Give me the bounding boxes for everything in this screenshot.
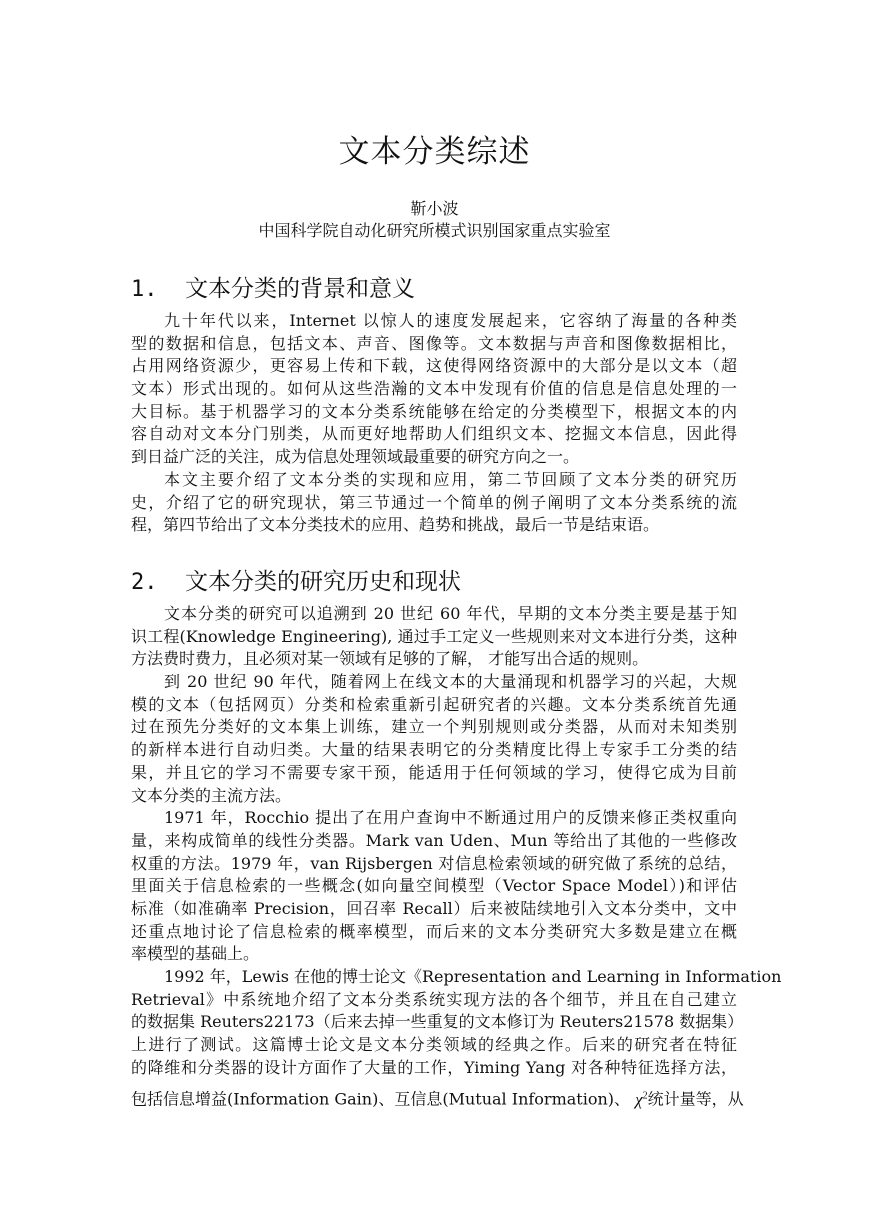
author-affiliation: 中国科学院自动化研究所模式识别国家重点实验室: [258, 221, 611, 240]
paragraph-line: 文本分类的研究可以追溯到 20 世纪 60 年代，早期的文本分类主要是基于知: [164, 604, 737, 623]
paragraph-line: 占用网络资源少，更容易上传和下载，这使得网络资源中的大部分是以文本（超: [131, 356, 737, 376]
paragraph-line: 程，第四节给出了文本分类技术的应用、趋势和挑战，最后一节是结束语。: [131, 515, 660, 535]
paragraph-line: Retrieval》中系统地介绍了文本分类系统实现方法的各个细节，并且在自己建立: [131, 989, 737, 1009]
paragraph-line: 容自动对文本分门别类，从而更好地帮助人们组织文本、挖掘文本信息，因此得: [131, 424, 737, 444]
paragraph-line: 里面关于信息检索的一些概念(如向量空间模型（Vector Space Model）)和评估: [131, 876, 737, 896]
paragraph-line: 到日益广泛的关注，成为信息处理领域最重要的研究方向之一。: [131, 447, 580, 467]
paragraph-line: 的数据集 Reuters22173（后来去掉一些重复的文本修订为 Reuters21578 数据集）: [131, 1012, 744, 1032]
paragraph-line: 的降维和分类器的设计方面作了大量的工作，Yiming Yang 对各种特征选择方法，: [131, 1057, 737, 1077]
formula-line-tail: 统计量等，从: [647, 1090, 744, 1110]
paragraph-line: 上进行了测试。这篇博士论文是文本分类领域的经典之作。后来的研究者在特征: [131, 1035, 737, 1055]
paragraph-line: 文本分类的主流方法。: [131, 785, 292, 805]
section-2-title: 文本分类的研究历史和现状: [185, 569, 461, 595]
chi-square-symbol: $\chi^2$: [635, 1090, 648, 1110]
paragraph-line: 本文主要介绍了文本分类的实现和应用，第二节回顾了文本分类的研究历: [164, 469, 737, 489]
section-2-number: 2.: [131, 570, 158, 595]
paragraph-line: 量，来构成简单的线性分类器。Mark van Uden、Mun 等给出了其他的一些修改: [131, 830, 737, 850]
paragraph-line: 标准（如准确率 Precision，回召率 Recall）后来被陆续地引入文本分类中，文中: [131, 898, 737, 918]
paragraph-line-with-formula: [131, 1079, 744, 1110]
paragraph-line: 到 20 世纪 90 年代，随着网上在线文本的大量涌现和机器学习的兴起，大规: [164, 672, 737, 692]
paragraph-line: 还重点地讨论了信息检索的概率模型，而后来的文本分类研究大多数是建立在概: [131, 921, 737, 941]
paragraph-line: 的新样本进行自动归类。大量的结果表明它的分类精度比得上专家手工分类的结: [131, 740, 737, 760]
section-1-heading: [131, 274, 415, 305]
paragraph-line: 九十年代以来，Internet 以惊人的速度发展起来，它容纳了海量的各种类: [164, 311, 737, 330]
author-name: 靳小波: [410, 199, 459, 218]
paragraph-line: 模的文本（包括网页）分类和检索重新引起研究者的兴趣。文本分类系统首先通: [131, 694, 737, 714]
section-1-title: 文本分类的背景和意义: [185, 276, 415, 302]
paragraph-line: 方法费时费力，且必须对某一领域有足够的了解， 才能写出合适的规则。: [131, 649, 649, 669]
paragraph-line: 1992 年，Lewis 在他的博士论文《Representation and Learning in Information: [164, 967, 782, 986]
paragraph-line: 权重的方法。1979 年，van Rijsbergen 对信息检索领域的研究做了系统的总结，: [131, 853, 737, 873]
document-title: 文本分类综述: [338, 134, 531, 170]
paragraph-line: 1971 年，Rocchio 提出了在用户查询中不断通过用户的反馈来修正类权重向: [164, 808, 737, 828]
paragraph-line: 型的数据和信息，包括文本、声音、图像等。文本数据与声音和图像数据相比，: [131, 333, 737, 353]
section-2-body: [131, 603, 782, 1110]
section-1-number: 1.: [131, 277, 158, 302]
section-1-body: [131, 310, 737, 537]
paragraph-line: 史，介绍了它的研究现状，第三节通过一个简单的例子阐明了文本分类系统的流: [131, 492, 737, 512]
paragraph-line: 文本）形式出现的。如何从这些浩瀚的文本中发现有价值的信息是信息处理的一: [131, 379, 737, 399]
paragraph-line: 果，并且它的学习不需要专家干预，能适用于任何领域的学习，使得它成为目前: [131, 762, 737, 782]
paragraph-line: 过在预先分类好的文本集上训练，建立一个判别规则或分类器，从而对未知类别: [131, 717, 737, 737]
section-2-heading: [131, 567, 461, 598]
paragraph-line: 识工程(Knowledge Engineering), 通过手工定义一些规则来对文本进行分类，这种: [131, 626, 737, 646]
paragraph-line: 率模型的基础上。: [131, 944, 260, 964]
formula-line-text: 包括信息增益(Information Gain)、互信息(Mutual Information)、: [131, 1090, 631, 1110]
paragraph-line: 大目标。基于机器学习的文本分类系统能够在给定的分类模型下，根据文本的内: [131, 401, 737, 421]
